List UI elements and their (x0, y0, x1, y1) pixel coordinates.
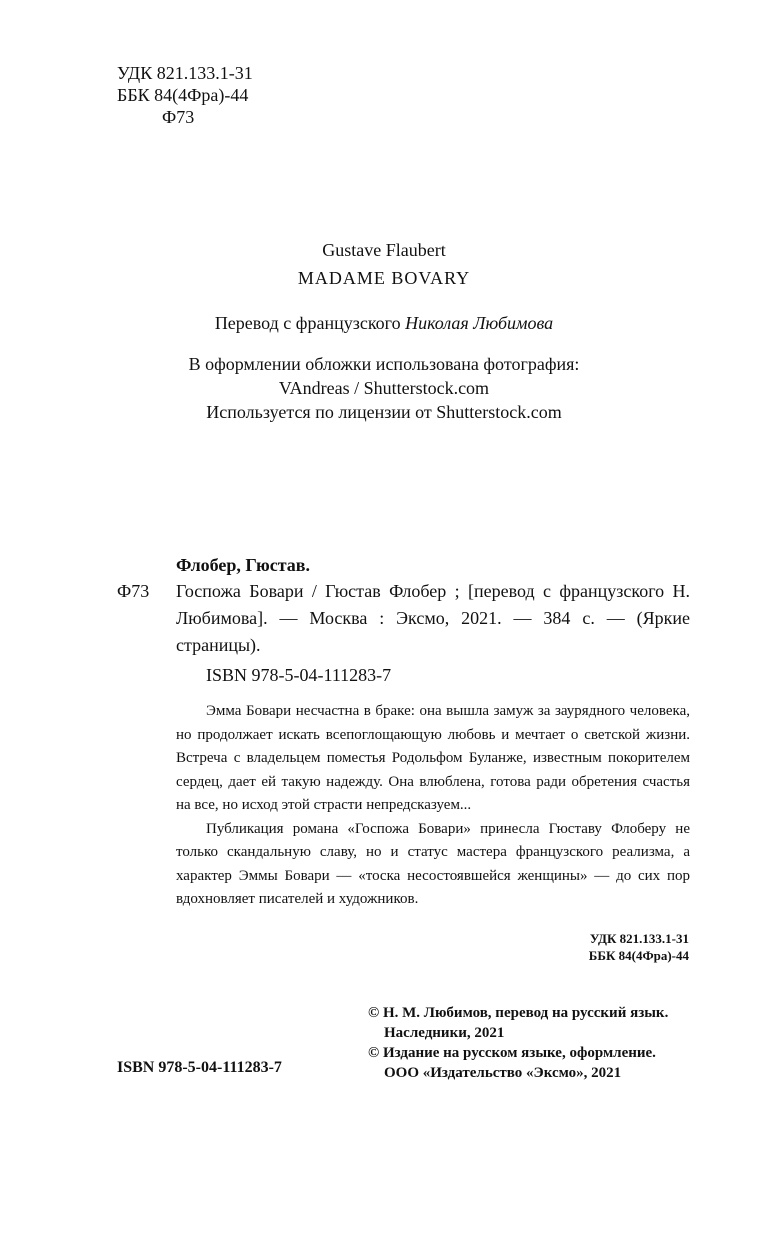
copyright-line-2: Наследники, 2021 (384, 1025, 505, 1041)
bbk-code: ББК 84(4Фра)-44 (117, 85, 249, 105)
catalog-isbn: ISBN 978-5-04-111283-7 (206, 665, 392, 685)
copyright-line-3: © Издание на русском языке, оформление. (368, 1045, 656, 1061)
cover-credit-line1: В оформлении обложки использована фотография: (188, 354, 580, 374)
original-title-block (0, 236, 768, 292)
udk-code: УДК 821.133.1-31 (117, 63, 253, 83)
original-title: MADAME BOVARY (297, 268, 471, 288)
udk-code-repeat: УДК 821.133.1-31 (589, 931, 689, 946)
catalog-description: Госпожа Бовари / Гюстав Флобер ; [перевод с французского Н. Любимова]. — Москва : Эксмо, 2021. — 384 с. — (Яркие страницы). (176, 581, 690, 655)
cover-credit-line3: Используется по лицензии от Shutterstock.com (206, 402, 562, 422)
translation-prefix: Перевод с французского (214, 313, 401, 333)
isbn-bottom: ISBN 978-5-04-111283-7 (117, 1059, 282, 1076)
classification-block (117, 62, 253, 128)
translator-name: Николая Любимова (405, 313, 554, 333)
bbk-code-repeat: ББК 84(4Фра)-44 (588, 948, 689, 963)
annotation-paragraph-1: Эмма Бовари несчастна в браке: она вышла замуж за заурядного человека, но продолжает искать всепоглощающую любовь и мечтает о светской жизни. Встреча с владельцем поместья Родольфом Буланже, известным покорителем сердец, дает ей такую надежду. Она влюблена, готова ради обретения счастья на все, но исход этой страсти непредсказуем... (176, 703, 690, 813)
translator-line (0, 313, 768, 334)
catalog-author-heading: Флобер, Гюстав. (176, 555, 311, 575)
author-mark: Ф73 (162, 107, 195, 127)
copyright-block (368, 1003, 668, 1083)
copyright-line-1: © Н. М. Любимов, перевод на русский язык. (368, 1005, 669, 1021)
catalog-author-mark: Ф73 (117, 581, 150, 601)
cover-credit-line2: VAndreas / Shutterstock.com (278, 378, 490, 398)
annotation-paragraph-2: Публикация романа «Госпожа Бовари» принесла Гюставу Флоберу не только скандальную славу, но и статус мастера французского реализма, а характер Эммы Бовари — «тоска несостоявшейся женщины» — до сих пор вдохновляет писателей и художников. (176, 820, 690, 907)
original-author: Gustave Flaubert (322, 240, 446, 260)
copyright-line-4: ООО «Издательство «Эксмо», 2021 (384, 1065, 622, 1081)
classification-repeat (589, 930, 689, 964)
annotation (176, 700, 690, 912)
cover-credit-block (0, 352, 768, 424)
